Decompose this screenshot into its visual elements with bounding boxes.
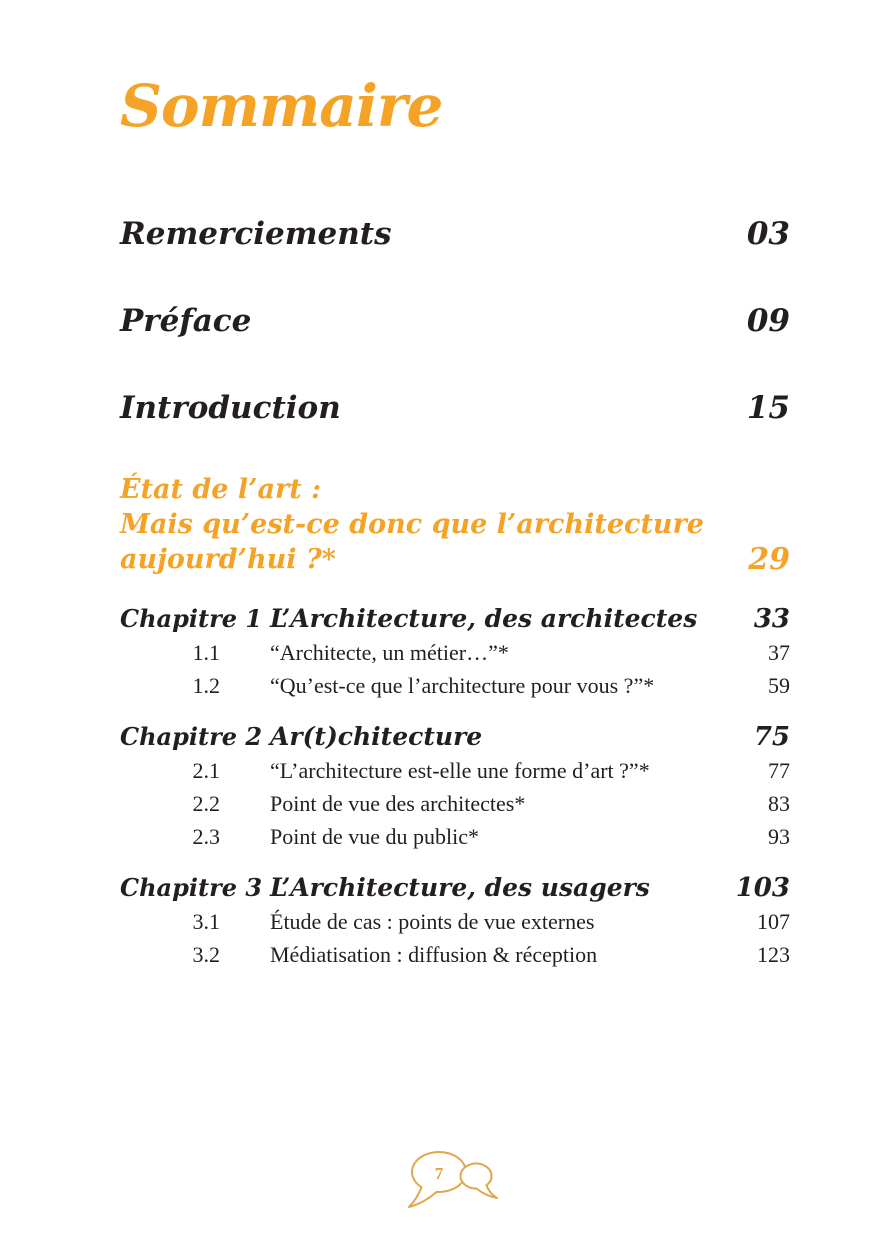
chapter-title: L’Architecture, des usagers [270, 873, 650, 902]
toc-entry-label: Préface [120, 303, 252, 339]
section-number: 2.1 [192, 758, 220, 783]
toc-content [120, 0, 790, 971]
section-title: “Architecte, un métier…”* [270, 640, 509, 665]
toc-entry-preface [120, 303, 790, 339]
chapter-header [120, 602, 790, 636]
toc-entry-remerciements [120, 216, 790, 252]
chapter-title: Ar(t)chitecture [270, 722, 483, 751]
section-number: 3.1 [192, 909, 220, 934]
page-title: Sommaire [120, 72, 443, 140]
section-page: 77 [768, 758, 790, 783]
chapter-header [120, 871, 790, 905]
chapters-list [120, 602, 790, 971]
part-heading-text [120, 472, 748, 577]
toc-entry-label: Introduction [120, 390, 341, 426]
section-page: 107 [757, 909, 790, 934]
section-page: 93 [768, 824, 790, 849]
section-number: 1.2 [192, 673, 220, 698]
chapter-page: 103 [735, 873, 790, 903]
section-title: “Qu’est-ce que l’architecture pour vous ?”* [270, 673, 655, 698]
part-heading-line2: Mais qu’est-ce donc que l’architecture aujourd’hui ?* [120, 509, 704, 575]
section-title: Médiatisation : diffusion & réception [270, 942, 598, 967]
toc-entry-page: 15 [746, 390, 790, 426]
section-number: 2.3 [192, 824, 220, 849]
toc-entry-introduction [120, 390, 790, 426]
section-row [120, 754, 790, 787]
section-title: “L’architecture est-elle une forme d’art ?”* [270, 758, 650, 783]
section-row [120, 669, 790, 702]
chapter-page: 33 [753, 604, 790, 634]
section-row [120, 905, 790, 938]
chapter-label: Chapitre 1 [120, 604, 263, 633]
section-row [120, 938, 790, 971]
part-heading-line1: État de l’art : [120, 474, 322, 505]
section-page: 123 [757, 942, 790, 967]
section-row [120, 636, 790, 669]
chapter-label: Chapitre 3 [120, 873, 263, 902]
section-page: 59 [768, 673, 790, 698]
chapter-3 [120, 871, 790, 971]
chapter-header [120, 720, 790, 754]
section-number: 3.2 [192, 942, 220, 967]
chapter-2 [120, 720, 790, 853]
front-matter-list [120, 216, 790, 426]
section-number: 2.2 [192, 791, 220, 816]
section-number: 1.1 [192, 640, 220, 665]
toc-entry-label: Remerciements [120, 216, 392, 252]
chapter-page: 75 [753, 722, 790, 752]
section-page: 37 [768, 640, 790, 665]
toc-entry-page: 03 [746, 216, 790, 252]
speech-bubbles-icon [404, 1146, 504, 1212]
section-row [120, 820, 790, 853]
chapter-label: Chapitre 2 [120, 722, 263, 751]
part-heading-page: 29 [748, 542, 790, 577]
section-page: 83 [768, 791, 790, 816]
section-title: Étude de cas : points de vue externes [270, 909, 595, 934]
section-title: Point de vue du public* [270, 824, 479, 849]
footer-page-number: 7 [434, 1164, 444, 1183]
chapter-title: L’Architecture, des architectes [270, 604, 698, 633]
chapter-1 [120, 602, 790, 702]
section-row [120, 787, 790, 820]
section-title: Point de vue des architectes* [270, 791, 526, 816]
toc-entry-page: 09 [746, 303, 790, 339]
part-heading [120, 472, 790, 577]
